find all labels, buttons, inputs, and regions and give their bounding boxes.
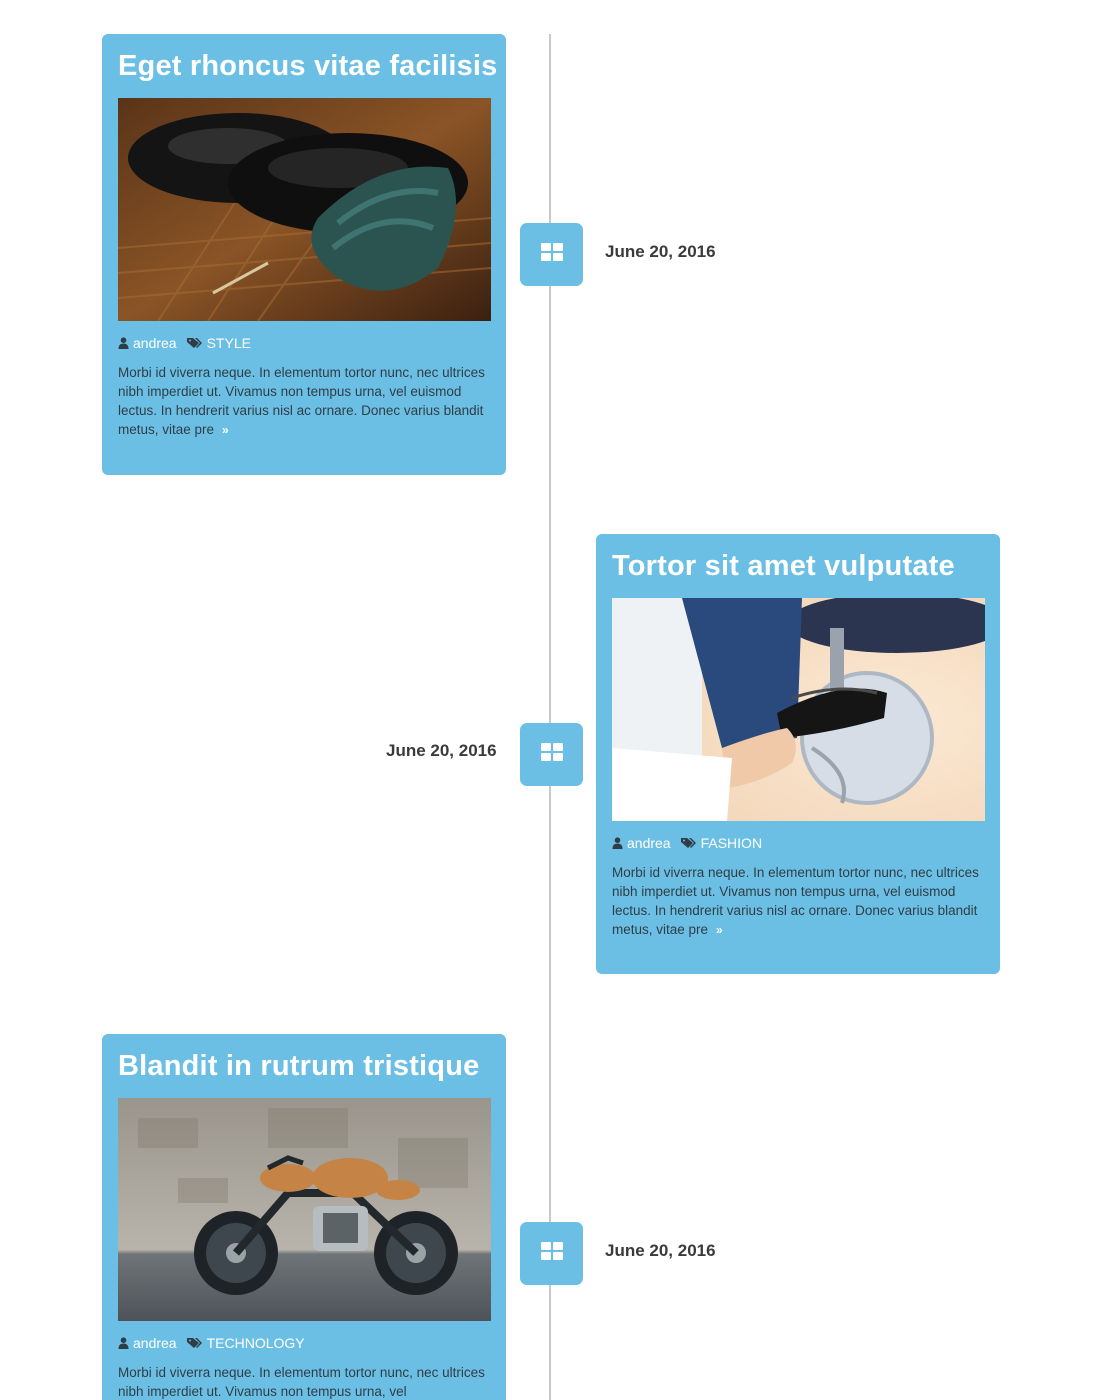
tags-icon bbox=[187, 1337, 203, 1349]
post-category[interactable]: TECHNOLOGY bbox=[206, 1335, 305, 1352]
tags-icon bbox=[681, 837, 697, 849]
post-excerpt bbox=[118, 363, 491, 440]
post-title[interactable]: Blandit in rutrum tristique bbox=[118, 1050, 480, 1082]
grid-icon bbox=[541, 243, 563, 266]
post-author[interactable]: andrea bbox=[133, 335, 177, 352]
double-chevron-right-icon[interactable]: » bbox=[716, 923, 723, 938]
tags-icon bbox=[187, 337, 203, 349]
grid-icon bbox=[541, 743, 563, 766]
post-excerpt-text: Morbi id viverra neque. In elementum tortor nunc, nec ultrices nibh imperdiet ut. Vivamus non tempus urna, vel euismod lectus. In hendrerit varius nisl ac ornare. Donec varius blandit metus, vitae pre bbox=[612, 865, 979, 938]
post-card bbox=[102, 34, 506, 475]
post-excerpt-text: Morbi id viverra neque. In elementum tortor nunc, nec ultrices nibh imperdiet ut. Vivamus non tempus urna, vel euismod lectus. In hendrerit varius nisl ac ornare. Donec varius blandit metus, vitae pre bbox=[118, 365, 485, 438]
post-date: June 20, 2016 bbox=[605, 242, 716, 261]
post-author[interactable]: andrea bbox=[133, 1335, 177, 1352]
post-image[interactable] bbox=[118, 98, 491, 321]
user-icon bbox=[118, 337, 129, 349]
post-image[interactable] bbox=[118, 1098, 491, 1321]
timeline-node bbox=[520, 223, 583, 286]
post-image[interactable] bbox=[612, 598, 985, 821]
timeline-node bbox=[520, 723, 583, 786]
timeline-node bbox=[520, 1222, 583, 1285]
post-excerpt bbox=[612, 863, 985, 940]
post-author[interactable]: andrea bbox=[627, 835, 671, 852]
grid-icon bbox=[541, 1242, 563, 1265]
double-chevron-right-icon[interactable]: » bbox=[222, 423, 229, 438]
post-category[interactable]: STYLE bbox=[206, 335, 251, 352]
post-card bbox=[596, 534, 1000, 974]
post-title[interactable]: Eget rhoncus vitae facilisis bbox=[118, 50, 498, 82]
post-meta bbox=[118, 1335, 491, 1351]
post-excerpt: Morbi id viverra neque. In elementum tortor nunc, nec ultrices nibh imperdiet ut. Vivamus non tempus urna, vel bbox=[118, 1365, 485, 1400]
post-meta bbox=[118, 335, 491, 351]
post-date: June 20, 2016 bbox=[386, 741, 497, 760]
post-date: June 20, 2016 bbox=[605, 1241, 716, 1260]
post-category[interactable]: FASHION bbox=[700, 835, 763, 852]
post-card bbox=[102, 1034, 506, 1400]
post-title[interactable]: Tortor sit amet vulputate bbox=[612, 550, 955, 582]
user-icon bbox=[118, 1337, 129, 1349]
user-icon bbox=[612, 837, 623, 849]
post-meta bbox=[612, 835, 985, 851]
